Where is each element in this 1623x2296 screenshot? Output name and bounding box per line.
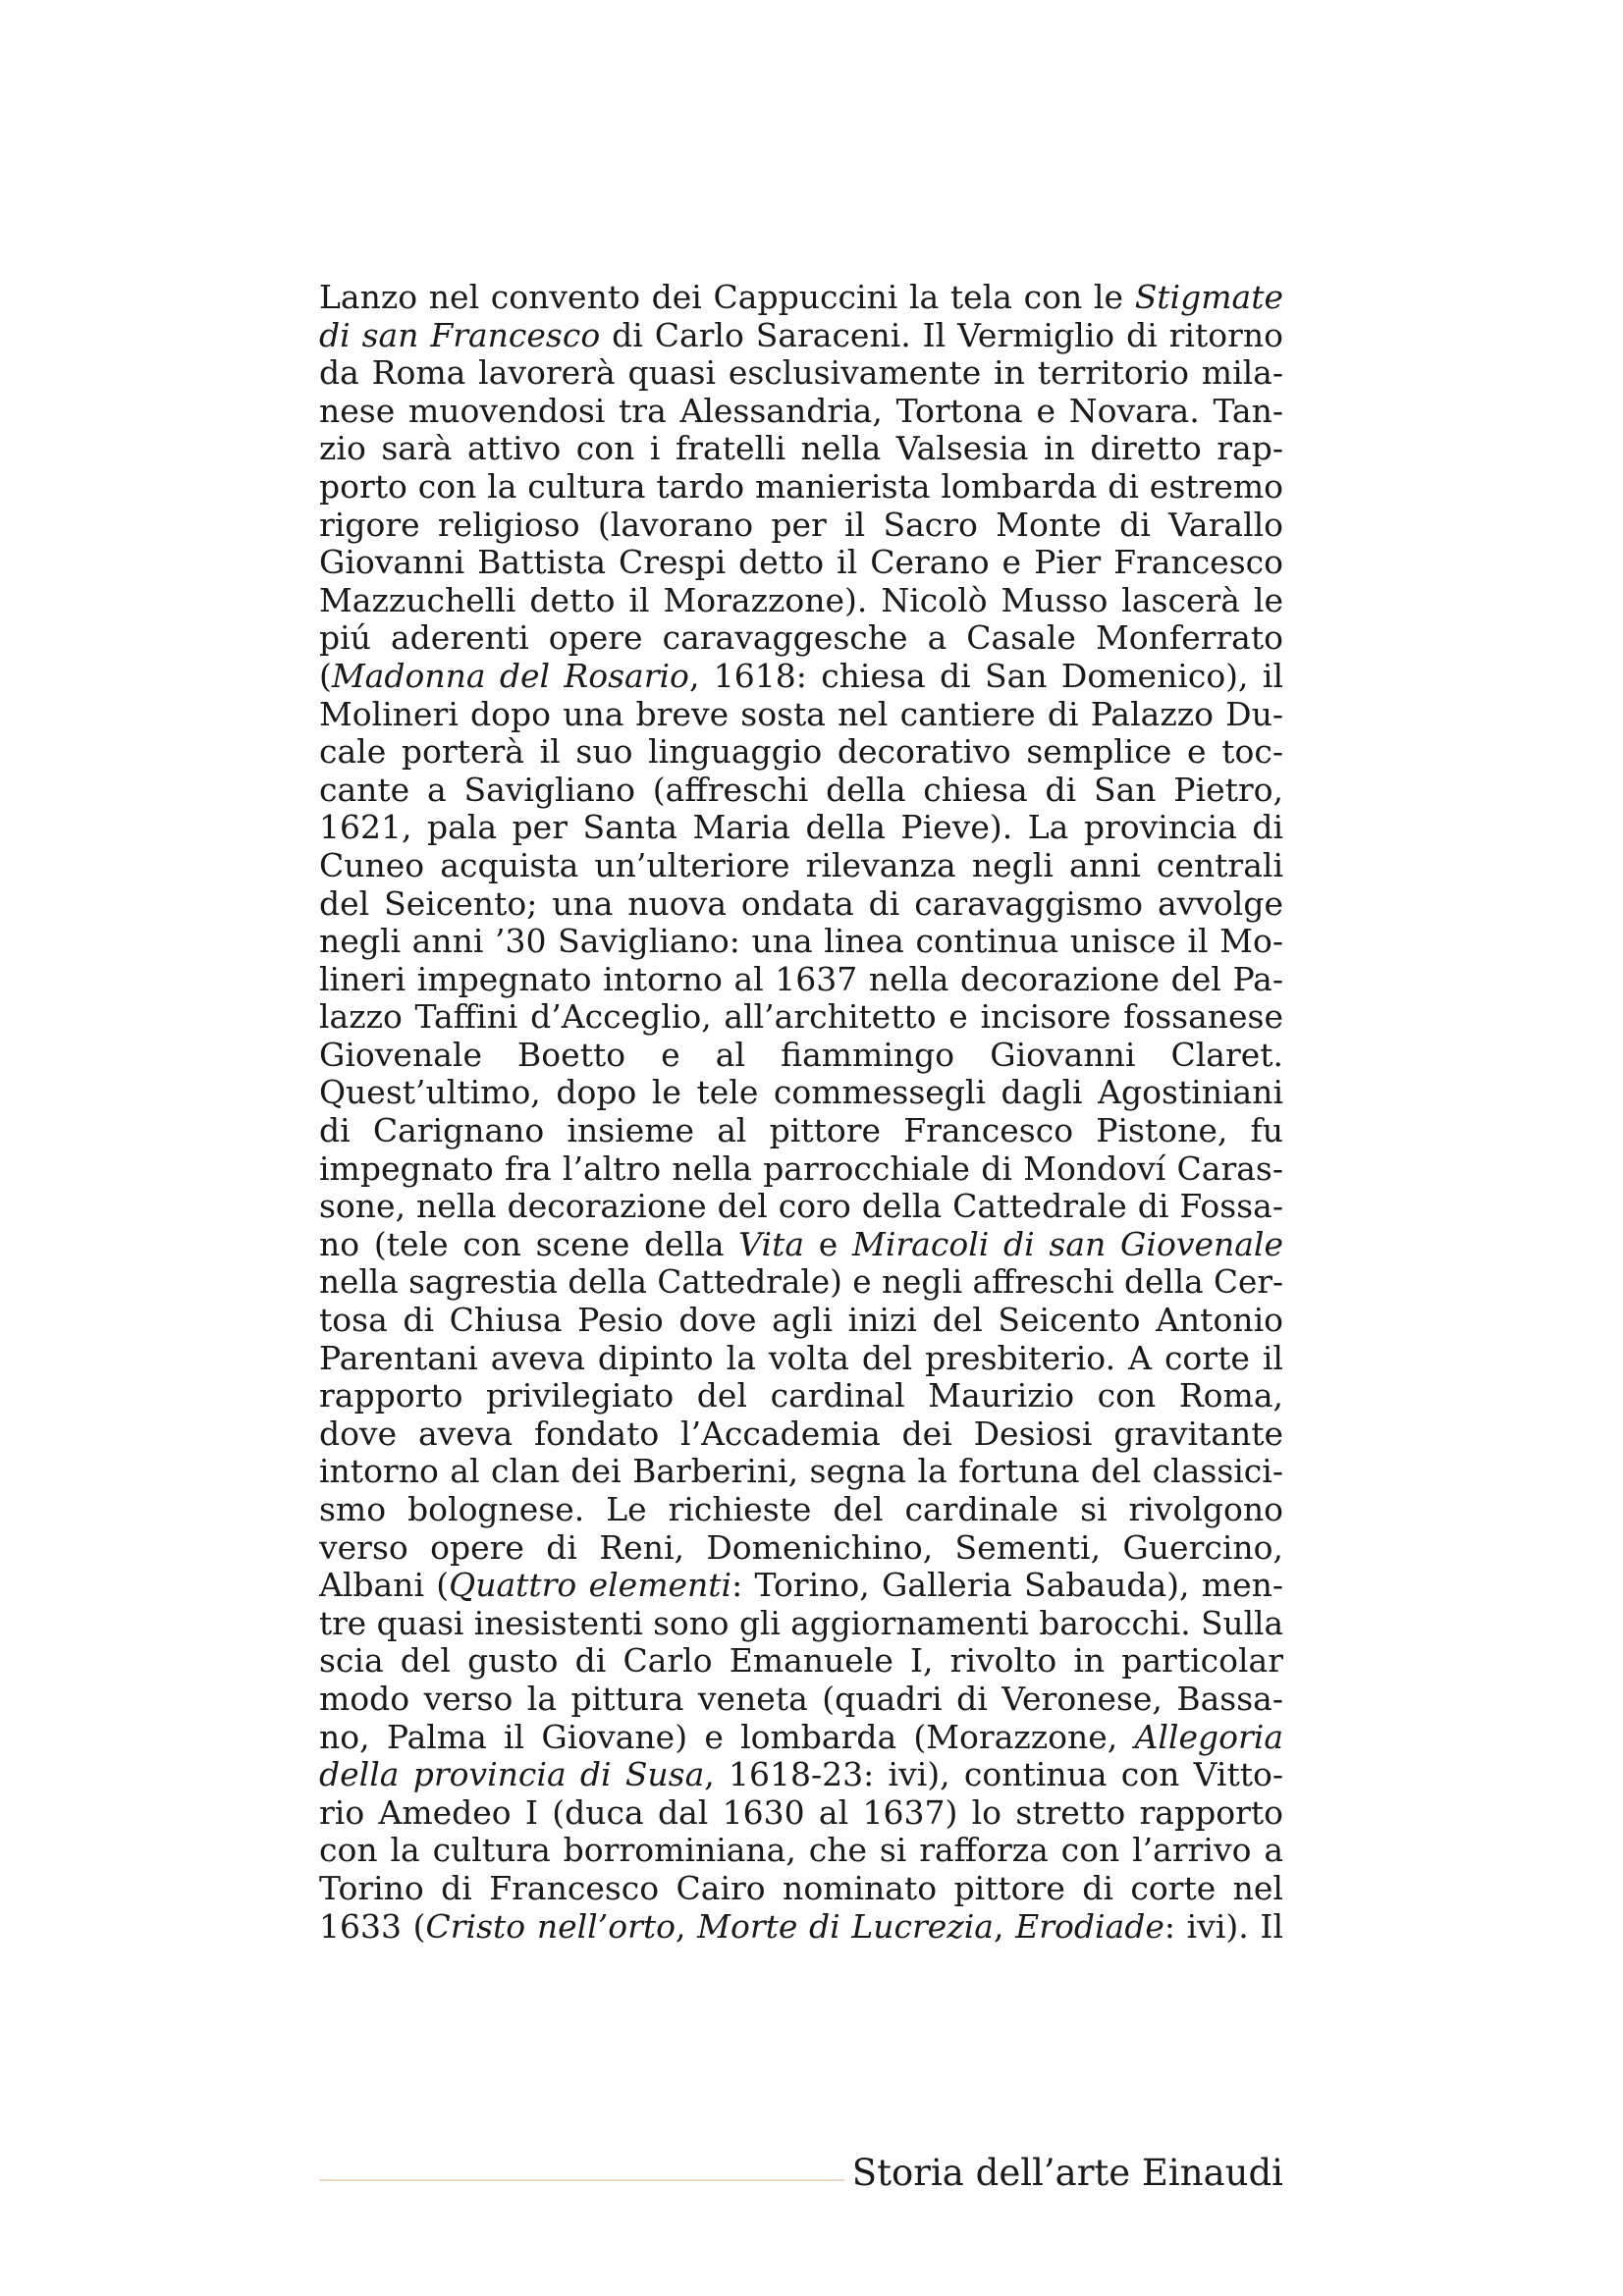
text-run: Mazzuchelli detto il Morazzone). Nicolò Musso lascerà le	[319, 581, 1283, 619]
text-run: porto con la cultura tardo manierista lombarda di estremo	[319, 467, 1283, 506]
italic-title: Miracoli di san Giovenale	[852, 1225, 1283, 1263]
text-line	[319, 393, 1283, 431]
text-run: nella sagrestia della Cattedrale) e negli affreschi della Cer-	[319, 1263, 1283, 1302]
text-run: intorno al clan dei Barberini, segna la fortuna del classici-	[319, 1453, 1283, 1491]
text-line	[319, 582, 1283, 620]
text-line	[319, 733, 1283, 772]
text-line	[319, 1340, 1283, 1378]
text-run: Giovanni Battista Crespi detto il Cerano e Pier Francesco	[319, 544, 1283, 582]
text-line	[319, 1188, 1283, 1226]
text-line	[319, 1263, 1283, 1302]
italic-title: Madonna del Rosario	[331, 657, 689, 695]
text-run: sone, nella decorazione del coro della Cattedrale di Fossa-	[319, 1188, 1283, 1226]
text-run: , 1618-23: ivi), continua con Vitto-	[704, 1756, 1283, 1794]
text-run: verso opere di Reni, Domenichino, Sementi, Guercino,	[319, 1528, 1283, 1567]
italic-title: Allegoria	[1134, 1718, 1283, 1756]
italic-title: Stigmate	[1134, 279, 1283, 316]
text-line	[319, 1870, 1283, 1908]
italic-title: Erodiade	[1015, 1907, 1164, 1946]
text-line	[319, 847, 1283, 885]
text-run: : Torino, Galleria Sabauda), men-	[731, 1567, 1283, 1605]
footer-rule	[319, 2179, 844, 2181]
text-line	[319, 1112, 1283, 1150]
text-line	[319, 1908, 1283, 1947]
text-line	[319, 1529, 1283, 1568]
text-run: Giovenale Boetto e al fiammingo Giovanni Claret.	[319, 1036, 1283, 1074]
text-run: Parentani aveva dipinto la volta del presbiterio. A corte il	[319, 1339, 1283, 1377]
text-run: no, Palma il Giovane) e lombarda (Morazzone,	[319, 1718, 1135, 1756]
text-line	[319, 1226, 1283, 1264]
text-run: , 1618: chiesa di San Domenico), il	[688, 657, 1283, 695]
italic-title: Morte di Lucrezia	[697, 1907, 994, 1946]
text-line	[319, 1719, 1283, 1757]
text-run: negli anni ’30 Savigliano: una linea continua unisce il Mo-	[319, 923, 1283, 961]
text-run: Torino di Francesco Cairo nominato pittore di corte nel	[319, 1869, 1283, 1907]
text-run: rio Amedeo I (duca dal 1630 al 1637) lo stretto rapporto	[319, 1793, 1283, 1832]
text-line	[319, 1605, 1283, 1643]
italic-title: della provincia di Susa	[319, 1756, 705, 1794]
text-run: nese muovendosi tra Alessandria, Tortona e Novara. Tan-	[319, 392, 1283, 430]
text-run: cale porterà il suo linguaggio decorativo semplice e toc-	[319, 733, 1283, 772]
text-line	[319, 772, 1283, 810]
text-run: lineri impegnato intorno al 1637 nella decorazione del Pa-	[319, 960, 1283, 998]
text-line	[319, 1150, 1283, 1189]
text-run: tre quasi inesistenti sono gli aggiornamenti barocchi. Sulla	[319, 1604, 1283, 1642]
italic-title: Vita	[738, 1225, 805, 1263]
italic-title: di san Francesco	[319, 316, 601, 354]
text-run: smo bolognese. Le richieste del cardinale si rivolgono	[319, 1491, 1283, 1528]
text-run: ,	[676, 1907, 698, 1946]
text-run: ,	[993, 1907, 1016, 1946]
text-line	[319, 1681, 1283, 1719]
text-run: del Seicento; una nuova ondata di caravaggismo avvolge	[319, 884, 1283, 923]
text-run: rigore religioso (lavorano per il Sacro Monte di Varallo	[319, 506, 1283, 544]
text-line	[319, 544, 1283, 582]
text-line	[319, 354, 1283, 393]
text-run: di Carlo Saraceni. Il Vermiglio di ritorno	[600, 316, 1283, 354]
text-run: con la cultura borrominiana, che si rafforza con l’arrivo a	[319, 1832, 1283, 1870]
text-run: lazzo Taffini d’Acceglio, all’architetto e incisore fossanese	[319, 998, 1283, 1037]
text-line	[319, 1642, 1283, 1681]
text-line	[319, 809, 1283, 847]
text-run: e	[804, 1225, 853, 1263]
text-line	[319, 507, 1283, 545]
text-line	[319, 1415, 1283, 1454]
text-run: Albani (	[319, 1567, 450, 1605]
text-line	[319, 1037, 1283, 1075]
body-text	[319, 279, 1283, 1946]
italic-title: Quattro elementi	[449, 1567, 732, 1605]
text-line	[319, 619, 1283, 658]
text-line	[319, 1756, 1283, 1794]
text-run: (	[319, 657, 332, 695]
text-run: tosa di Chiusa Pesio dove agli inizi del Seicento Antonio	[319, 1302, 1283, 1340]
text-line	[319, 468, 1283, 507]
text-line	[319, 1794, 1283, 1833]
footer-title: Storia dell’arte Einaudi	[851, 2152, 1283, 2194]
text-run: : ivi). Il	[1163, 1907, 1283, 1946]
italic-title: Cristo nell’orto	[425, 1907, 676, 1946]
text-line	[319, 430, 1283, 468]
text-line	[319, 1453, 1283, 1491]
text-run: scia del gusto di Carlo Emanuele I, rivolto in particolar	[319, 1642, 1283, 1681]
text-run: Cuneo acquista un’ulteriore rilevanza negli anni centrali	[319, 846, 1283, 884]
text-run: zio sarà attivo con i fratelli nella Valsesia in diretto rap-	[319, 430, 1283, 468]
text-run: Quest’ultimo, dopo le tele commessegli dagli Agostiniani	[319, 1074, 1283, 1112]
text-run: rapporto privilegiato del cardinal Maurizio con Roma,	[319, 1377, 1283, 1415]
text-line	[319, 923, 1283, 961]
text-line	[319, 998, 1283, 1037]
text-line	[319, 1832, 1283, 1870]
text-line	[319, 1302, 1283, 1340]
text-run: no (tele con scene della	[319, 1225, 739, 1263]
text-run: 1633 (	[319, 1907, 426, 1946]
text-run: modo verso la pittura veneta (quadri di Veronese, Bassa-	[319, 1680, 1283, 1718]
text-run: Molineri dopo una breve sosta nel cantiere di Palazzo Du-	[319, 695, 1283, 733]
text-run: piú aderenti opere caravaggesche a Casale Monferrato	[319, 619, 1283, 658]
text-run: cante a Savigliano (affreschi della chiesa di San Pietro,	[319, 771, 1283, 809]
text-line	[319, 317, 1283, 355]
text-line	[319, 1491, 1283, 1529]
text-line	[319, 1567, 1283, 1605]
text-run: di Carignano insieme al pittore Francesco Pistone, fu	[319, 1112, 1283, 1150]
text-line	[319, 1074, 1283, 1112]
text-line	[319, 279, 1283, 317]
text-line	[319, 961, 1283, 999]
text-run: dove aveva fondato l’Accademia dei Desiosi gravitante	[319, 1415, 1283, 1453]
text-line	[319, 1377, 1283, 1415]
text-line	[319, 658, 1283, 696]
text-line	[319, 696, 1283, 734]
text-run: impegnato fra l’altro nella parrocchiale di Mondoví Caras-	[319, 1149, 1283, 1188]
text-run: da Roma lavorerà quasi esclusivamente in territorio mila-	[319, 354, 1283, 393]
text-line	[319, 885, 1283, 924]
text-run: Lanzo nel convento dei Cappuccini la tela con le	[319, 279, 1135, 316]
text-run: 1621, pala per Santa Maria della Pieve). La provincia di	[319, 809, 1283, 847]
